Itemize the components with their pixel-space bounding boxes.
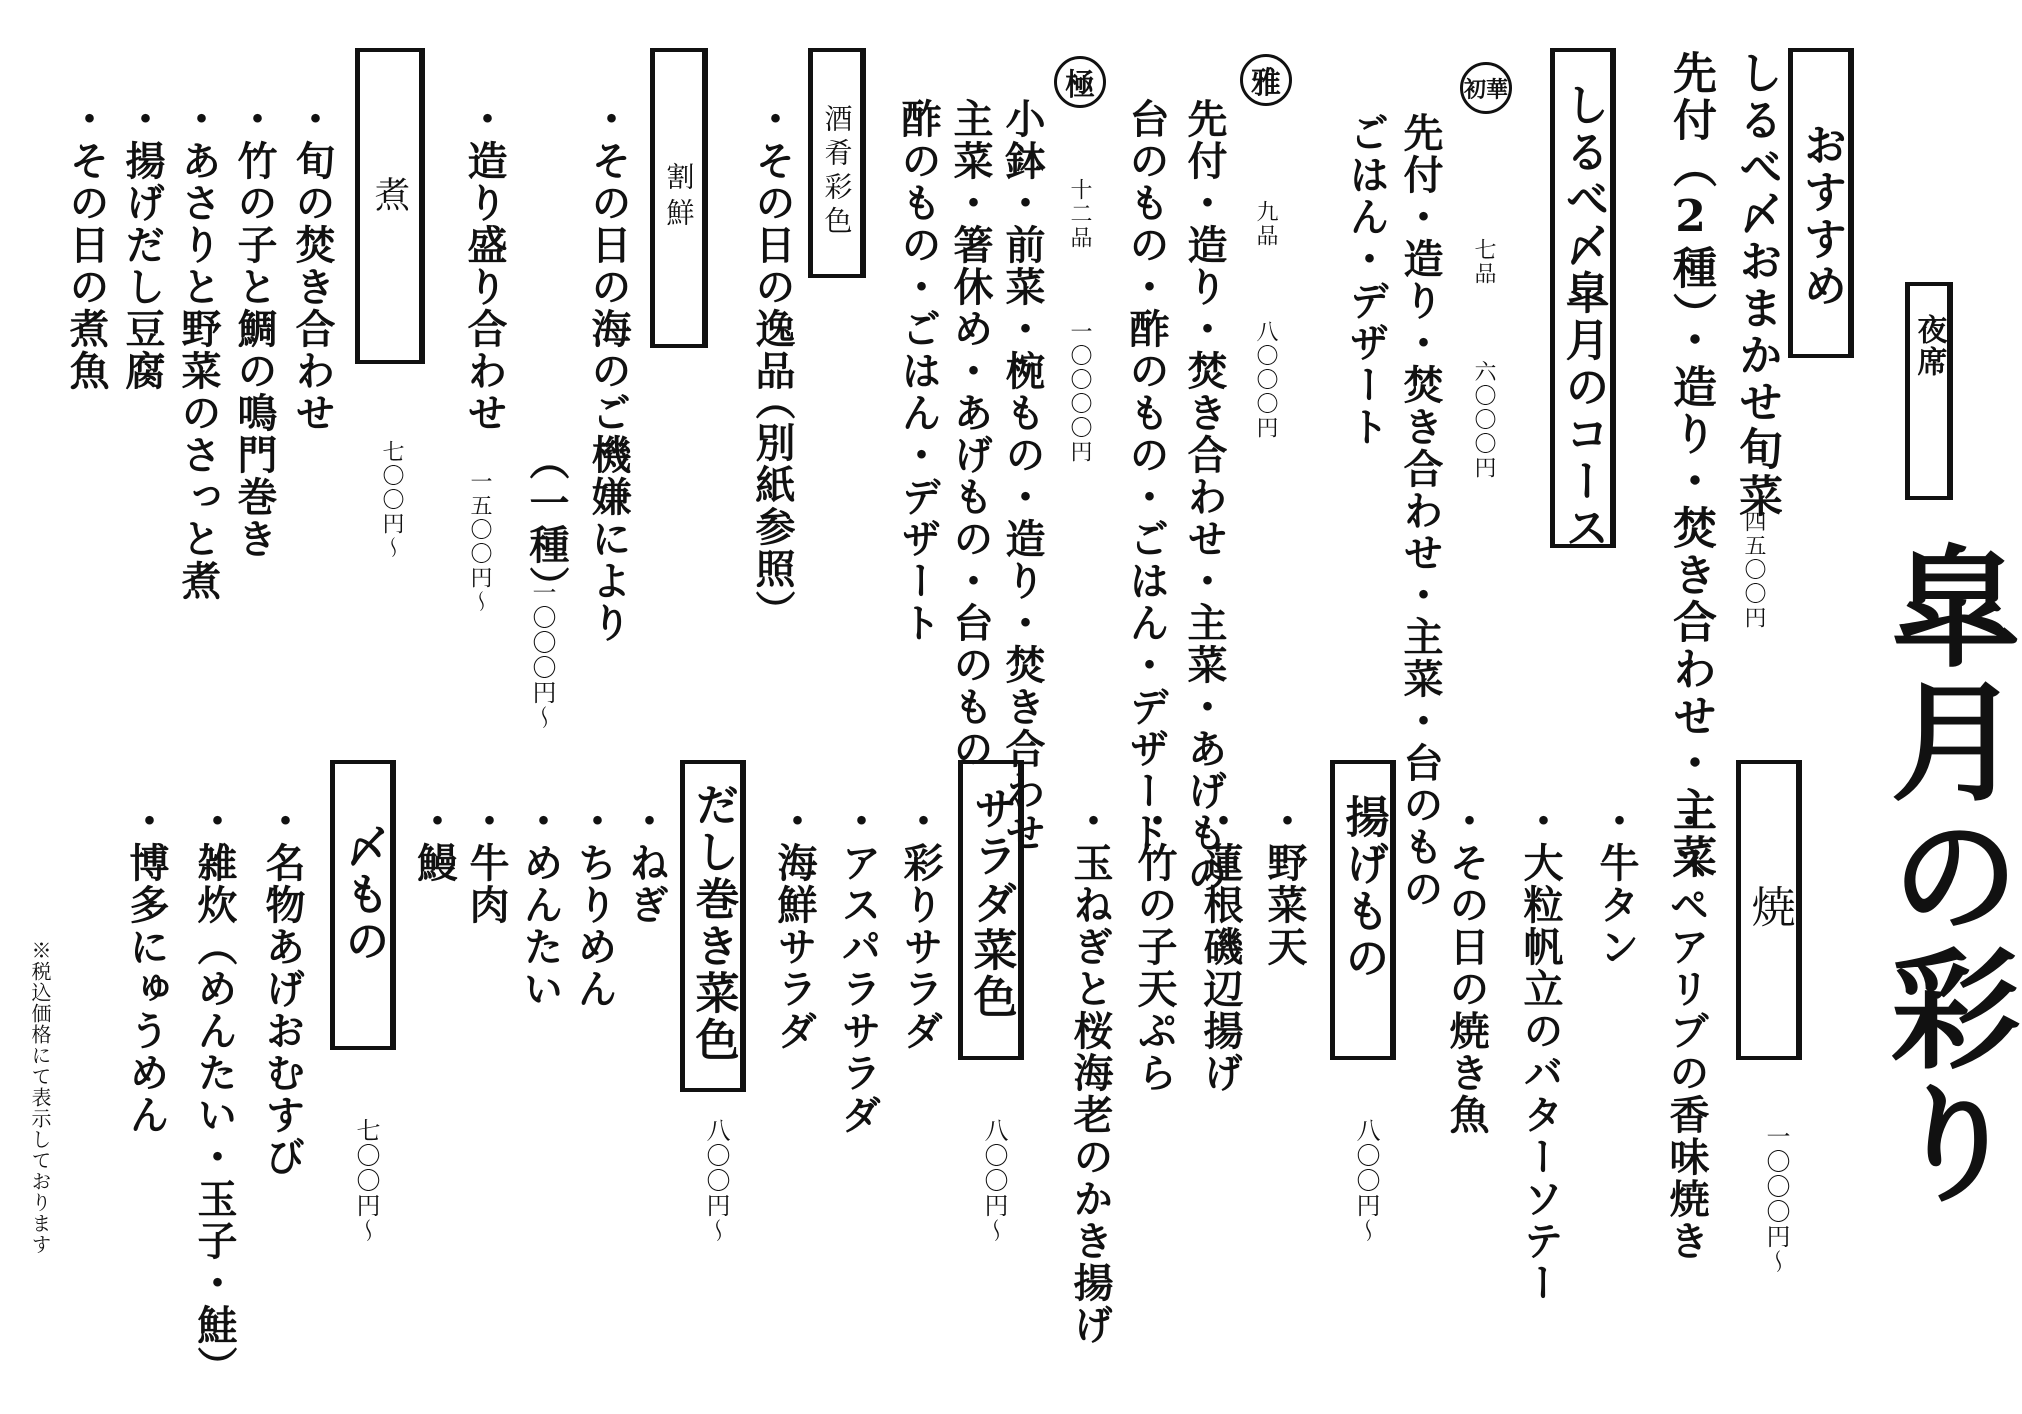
osusume-line1: しるべ〆おまかせ旬菜 (1731, 50, 1782, 520)
osusume-line1-price: 四五〇〇円 (1741, 510, 1766, 630)
shime-item-2: ・雑炊（めんたい・玉子・鮭） (191, 800, 238, 1388)
subtitle-box (1905, 282, 1953, 500)
hatsuhana-line2: ごはん・デザート (1343, 112, 1390, 448)
shukou-heading: 酒肴彩色 (820, 104, 854, 240)
course-heading: しるべ〆皐月のコース (1557, 82, 1609, 552)
footnote: ※税込価格にて表示しております (28, 940, 52, 1255)
dashimaki-heading: だし巻き菜色 (687, 782, 739, 1064)
hatsuhana-line1: 先付・造り・焚き合わせ・主菜・台のもの (1397, 112, 1444, 910)
hatsuhana-count: 七品 (1471, 238, 1496, 286)
kiwami-line3: 酢のもの・ごはん・デザート (895, 98, 942, 644)
kassen-heading-box (650, 48, 708, 348)
hatsuhana-price: 六〇〇〇円 (1471, 360, 1496, 480)
kassen-item: ・その日の海のご機嫌により (585, 98, 632, 644)
dashimaki-item-2: ・ちりめん (571, 800, 618, 1010)
ni-price: 七〇〇円〜 (379, 440, 404, 560)
ni-item-1: ・旬の焚き合わせ (289, 98, 336, 434)
salad-heading-box (958, 760, 1024, 1060)
miyabi-count: 九品 (1253, 200, 1278, 248)
shime-heading: 〆もの (337, 824, 389, 965)
kassen-price: 一〇〇〇円〜 (528, 580, 556, 730)
agemono-item-1: ・野菜天 (1261, 800, 1308, 968)
dashimaki-item-1: ・ねぎ (623, 800, 670, 926)
kassen-heading: 割鮮 (662, 162, 696, 234)
osusume-heading-box (1788, 48, 1854, 358)
shime-price: 七〇〇円〜 (352, 1118, 380, 1243)
ni-item-2: ・竹の子と鯛の鳴門巻き (231, 98, 278, 560)
salad-item-1: ・彩りサラダ (897, 800, 944, 1052)
salad-heading: サラダ菜色 (965, 786, 1017, 1021)
dashimaki-heading-box (680, 760, 746, 1092)
kassen-item2: ・造り盛り合わせ (461, 98, 508, 434)
agemono-heading: 揚げもの (1337, 794, 1389, 982)
agemono-item-3: ・竹の子天ぷら (1131, 800, 1178, 1094)
course-heading-box (1550, 48, 1616, 552)
shukou-item: ・その日の逸品 (749, 98, 796, 392)
agemono-price: 八〇〇円〜 (1352, 1118, 1380, 1243)
kiwami-price: 一〇〇〇〇円 (1067, 320, 1092, 464)
salad-item-2: ・アスパラサラダ (835, 800, 882, 1136)
kassen-price2: 一五〇〇円〜 (467, 470, 492, 614)
agemono-heading-box (1330, 760, 1396, 1060)
yaki-heading: 焼 (1743, 884, 1795, 931)
osusume-line2: 先付（2種）・造り・焚き合わせ・主菜 (1665, 50, 1716, 881)
kiwami-count: 十二品 (1067, 178, 1092, 250)
ni-heading-box (355, 48, 425, 364)
kiwami-line2: 主菜・箸休め・あげもの・台のもの (947, 98, 994, 770)
hatsuhana-emblem: 初華 (1460, 62, 1512, 114)
miyabi-emblem: 雅 (1240, 54, 1292, 106)
shukou-note: （別紙参照） (749, 380, 796, 632)
dashimaki-item-3: ・めんたい (517, 800, 564, 1010)
miyabi-line1: 先付・造り・焚き合わせ・主菜・あげもの (1181, 98, 1228, 896)
salad-item-3: ・海鮮サラダ (771, 800, 818, 1052)
ni-heading: 煮 (369, 176, 410, 215)
ni-item-4: ・揚げだし豆腐 (119, 98, 166, 392)
salad-price: 八〇〇円〜 (980, 1118, 1008, 1243)
miyabi-price: 八〇〇〇円 (1253, 320, 1278, 440)
shime-item-3: ・博多にゅうめん (123, 800, 170, 1136)
subtitle: 夜席 (1911, 314, 1947, 378)
dashimaki-price: 八〇〇円〜 (702, 1118, 730, 1243)
dashimaki-item-4: ・牛肉 (463, 800, 510, 926)
shukou-heading-box (808, 48, 866, 278)
yaki-item-3: ・大粒帆立のバターソテー (1517, 800, 1564, 1304)
miyabi-line2: 台のもの・酢のもの・ごはん・デザート (1123, 98, 1170, 854)
agemono-item-4: ・玉ねぎと桜海老のかき揚げ (1067, 800, 1114, 1346)
kiwami-line1: 小鉢・前菜・椀もの・造り・焚き合わせ (999, 98, 1046, 854)
yaki-item-1: ・スペアリブの香味焼き (1663, 800, 1710, 1262)
yaki-heading-box (1736, 760, 1802, 1060)
yaki-item-2: ・牛タン (1593, 800, 1640, 968)
yaki-price: 一〇〇〇円〜 (1762, 1124, 1790, 1274)
osusume-heading: おすすめ (1795, 122, 1847, 310)
shime-heading-box (330, 760, 396, 1050)
shime-item-1: ・名物あげおむすび (259, 800, 306, 1178)
kiwami-emblem: 極 (1054, 56, 1106, 108)
agemono-item-2: ・蓮根磯辺揚げ (1197, 800, 1244, 1094)
kassen-note: （一種） (523, 440, 570, 608)
page-title: 皐月の彩り (1869, 540, 2022, 1210)
ni-item-5: ・その日の煮魚 (63, 98, 110, 392)
dashimaki-item-5: ・鰻 (411, 800, 458, 884)
ni-item-3: ・あさりと野菜のさっと煮 (175, 98, 222, 602)
yaki-item-4: ・その日の焼き魚 (1443, 800, 1490, 1136)
